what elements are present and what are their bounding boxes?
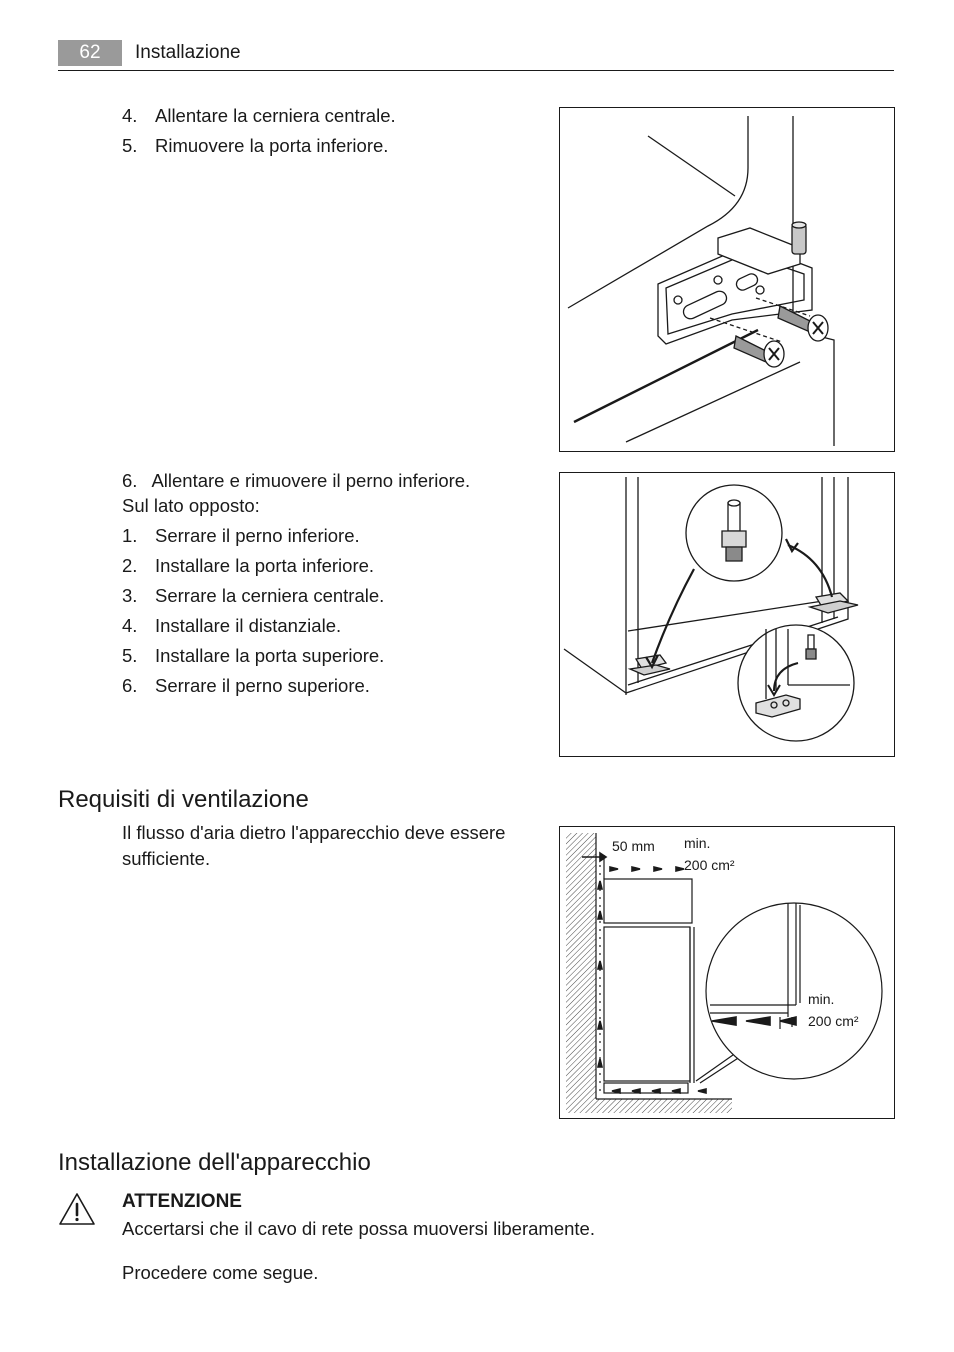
list-item: 5. Rimuovere la porta inferiore. <box>122 135 389 156</box>
procedure-text: Procedere come segue. <box>122 1262 319 1283</box>
step-remove-lower-pin: 6. Allentare e rimuovere il perno inferiore. <box>122 470 471 491</box>
top-min-label: min. <box>684 835 711 851</box>
steps-remove-door <box>122 101 396 161</box>
ventilation-text: Il flusso d'aria dietro l'apparecchio deve essere sufficiente. <box>122 822 506 869</box>
steps-opposite-side <box>122 521 384 701</box>
list-item: 5. Installare la porta superiore. <box>122 645 385 666</box>
floor-hatching <box>596 1099 732 1113</box>
ventilation-heading: Requisiti di ventilazione <box>58 786 309 813</box>
installation-heading: Installazione dell'apparecchio <box>58 1149 371 1176</box>
hinge-diagram <box>560 108 894 451</box>
section-title: Installazione <box>135 42 241 63</box>
list-item: 1. Serrare il perno inferiore. <box>122 525 360 546</box>
gap-label: 50 mm <box>612 838 655 854</box>
list-item: 4. Allentare la cerniera centrale. <box>122 105 396 126</box>
opposite-side-label: Sul lato opposto: <box>122 495 260 516</box>
figure-lower-pin <box>559 472 895 757</box>
wall-hatching <box>566 833 596 1113</box>
bottom-min-label: min. <box>808 991 835 1007</box>
header-divider <box>58 70 894 71</box>
warning-title: ATTENZIONE <box>122 1191 242 1212</box>
list-item: 4. Installare il distanziale. <box>122 615 342 636</box>
list-item: 6. Serrare il perno superiore. <box>122 675 370 696</box>
bottom-area-label: 200 cm² <box>808 1013 859 1029</box>
lower-pin-diagram <box>560 473 894 756</box>
page-number: 62 <box>58 40 122 66</box>
top-area-label: 200 cm² <box>684 857 735 873</box>
list-item: 3. Serrare la cerniera centrale. <box>122 585 385 606</box>
list-item: 2. Installare la porta inferiore. <box>122 555 375 576</box>
figure-ventilation <box>559 826 895 1119</box>
warning-text: Accertarsi che il cavo di rete possa muoversi liberamente. <box>122 1218 595 1239</box>
figure-central-hinge <box>559 107 895 452</box>
ventilation-diagram <box>560 827 894 1118</box>
warning-icon <box>58 1192 96 1226</box>
